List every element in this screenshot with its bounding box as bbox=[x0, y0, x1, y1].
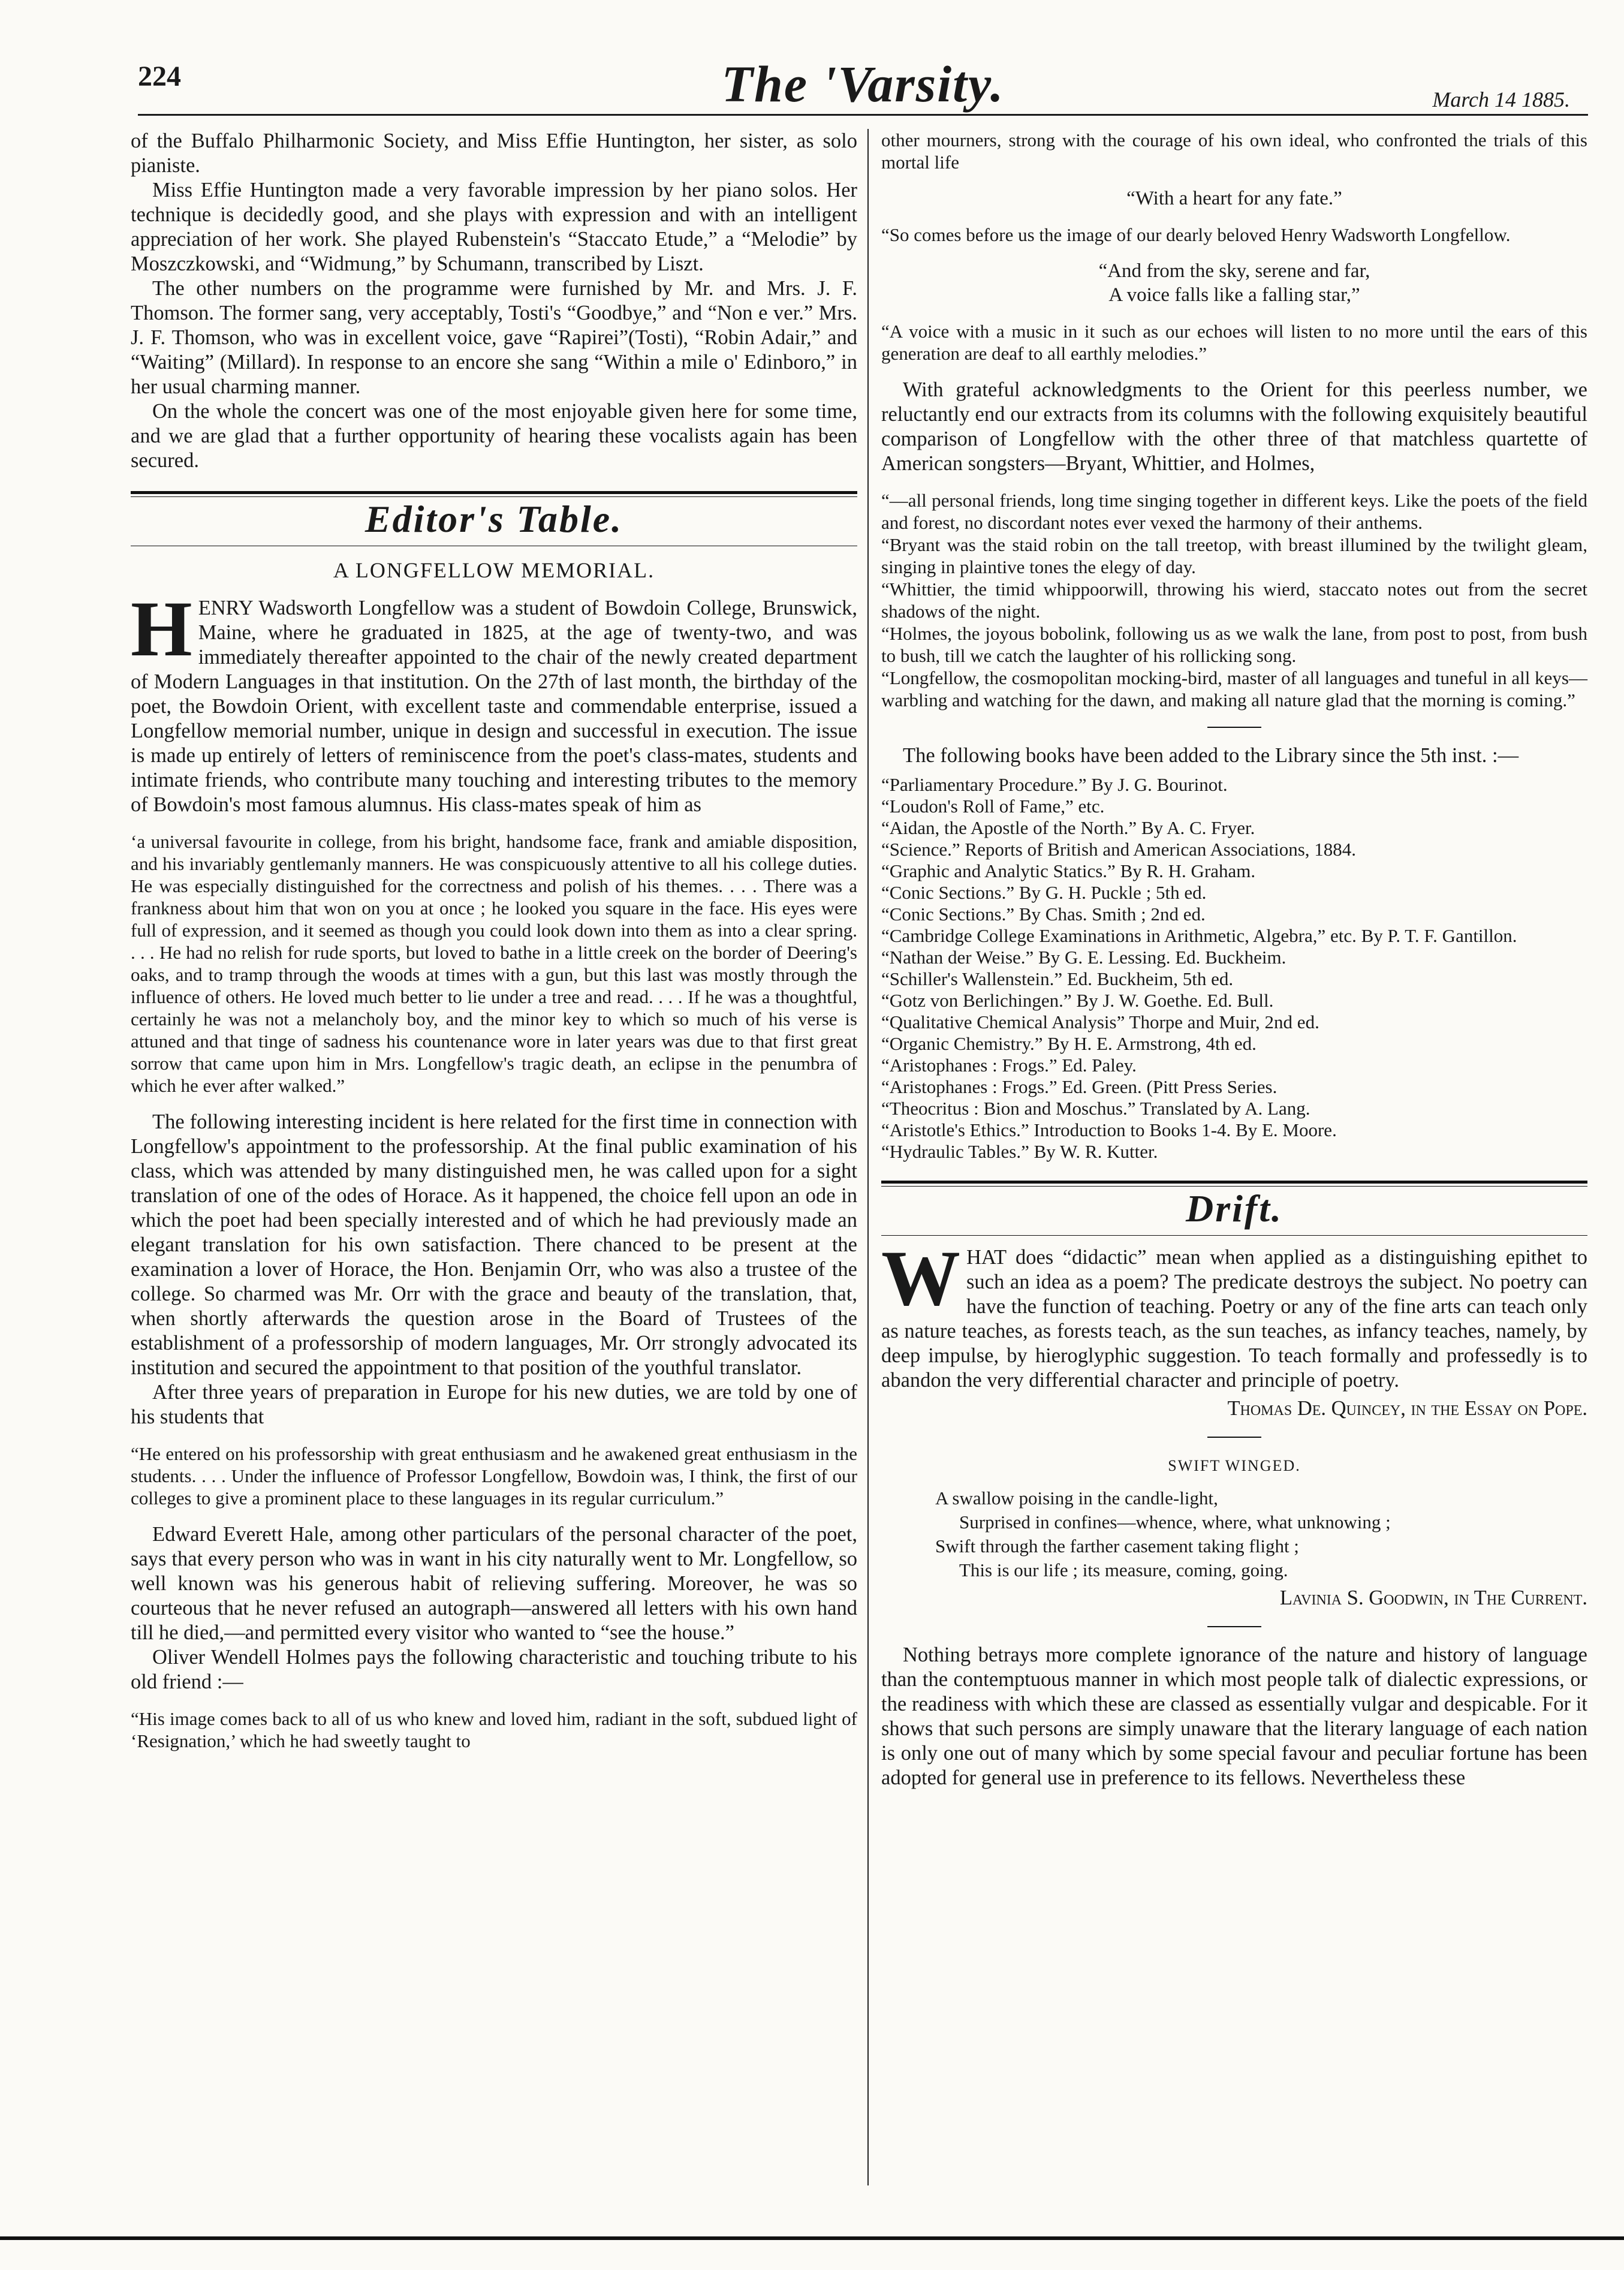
block-quote: other mourners, strong with the courage of his own ideal, who confronted the trials of this mortal life bbox=[881, 130, 1587, 173]
masthead: The 'Varsity. bbox=[721, 55, 1005, 113]
list-item: “Aristotle's Ethics.” Introduction to Books 1-4. By E. Moore. bbox=[881, 1119, 1337, 1140]
footer-rule bbox=[0, 2236, 1624, 2240]
section-rule bbox=[131, 496, 857, 497]
divider bbox=[1207, 1437, 1261, 1438]
section-rule bbox=[881, 1186, 1587, 1187]
list-item: “Qualitative Chemical Analysis” Thorpe and Muir, 2nd ed. bbox=[881, 1011, 1319, 1032]
page-number: 224 bbox=[138, 61, 181, 92]
section-rule bbox=[881, 1181, 1587, 1184]
paragraph: On the whole the concert was one of the most enjoyable given here for some time, and we are glad that a further opportunity of hearing these vocalists again has been secured. bbox=[131, 400, 857, 472]
block-quote: “A voice with a music in it such as our echoes will listen to no more until the ears of this generation are deaf to all earthly melodies.” bbox=[881, 321, 1587, 364]
list-item: “Aristophanes : Frogs.” Ed. Green. (Pitt Press Series. bbox=[881, 1076, 1277, 1097]
book-list bbox=[881, 774, 1587, 1163]
verse-line: “With a heart for any fate.” bbox=[1126, 188, 1342, 209]
right-column bbox=[881, 129, 1587, 1790]
article-title: A LONGFELLOW MEMORIAL. bbox=[333, 558, 655, 582]
drop-cap: H bbox=[131, 585, 192, 673]
drop-cap: W bbox=[881, 1234, 960, 1322]
list-item: “Nathan der Weise.” By G. E. Lessing. Ed. Buckheim. bbox=[881, 947, 1286, 968]
list-item: “Theocritus : Bion and Moschus.” Translated by A. Lang. bbox=[881, 1098, 1310, 1119]
left-column bbox=[131, 129, 857, 1765]
list-item: “Cambridge College Examinations in Arithmetic, Algebra,” etc. By P. T. F. Gantillon. bbox=[881, 925, 1517, 946]
block-quote: ‘a universal favourite in college, from his bright, handsome face, frank and amiable disposition, and his invariably gentlemanly manners. He was conspicuously attentive to all his college duties. He was especially distinguished for the correctness and polish of his themes. . . . There was a frankness about him that won on you at once ; he looked you square in the face. His eyes were full of expression, and it seemed as though you could look down into them as into a clear spring. . . . He had no relish for rude sports, but loved to bathe in a little creek on the border of Deering's oaks, and to tramp through the woods at times with a gun, but this last was mostly through the influence of others. He loved much better to lie under a tree and read. . . . If he was a thoughtful, certainly he was not a melancholy boy, and the minor key to which so much of his verse is attuned and that tinge of sadness his countenance wore in later years was due to that first great sorrow that came upon him in Mrs. Longfellow's tragic death, an eclipse in the penumbra of which he ever after walked.” bbox=[131, 831, 857, 1096]
attribution: Lavinia S. Goodwin, in The Current. bbox=[1279, 1586, 1587, 1609]
poem-line: Surprised in confines—whence, where, what unknowing ; bbox=[959, 1512, 1391, 1533]
paragraph: Nothing betrays more complete ignorance of the nature and history of language than the contemptuous manner in which most people talk of dialectic expressions, or the readiness with which these are classed as essentially vulgar and despicable. For it shows that such persons are simply unaware that the literary language of each nation is only one out of many which by some special favour and peculiar fortune has been adopted for general use in preference to its fellows. Nevertheless these bbox=[881, 1643, 1587, 1789]
list-item: “Organic Chemistry.” By H. E. Armstrong, 4th ed. bbox=[881, 1033, 1257, 1054]
block-quote: “So comes before us the image of our dearly beloved Henry Wadsworth Longfellow. bbox=[881, 224, 1511, 245]
header-rule bbox=[138, 114, 1588, 116]
paragraph: After three years of preparation in Europe for his new duties, we are told by one of his students that bbox=[131, 1381, 857, 1428]
section-title: Editor's Table. bbox=[364, 498, 623, 540]
block-quote: “—all personal friends, long time singing together in different keys. Like the poets of the field and forest, no discordant notes ever vexed the harmony of their anthems. “Bryant was the staid robin on the tall treetop, with breast illumined by the twilight gleam, singing in plaintive tones the elegy of day. “Whittier, the timid whippoorwill, throwing his wierd, staccato notes out from the secret shadows of the night. “Holmes, the joyous bobolink, following us as we walk the lane, from post to post, from bush to bush, till we catch the laughter of his rollicking song. “Longfellow, the cosmopolitan mocking-bird, master of all languages and tuneful in all keys—warbling and watching for the dawn, and making all nature glad that the morning is coming.” bbox=[881, 490, 1587, 710]
list-item: “Graphic and Analytic Statics.” By R. H. Graham. bbox=[881, 860, 1256, 881]
paragraph: HENRY Wadsworth Longfellow was a student of Bowdoin College, Brunswick, Maine, where he graduated in 1825, at the age of twenty-two, and was immediately thereafter appointed to the chair of the newly created department of Modern Languages in that institution. On the 27th of last month, the birthday of the poet, the Bowdoin Orient, with excellent taste and commendable enterprise, issued a Longfellow memorial number, unique in design and successful in execution. The issue is made up entirely of letters of reminiscence from the poet's class-mates, students and intimate friends, who contribute many touching and interesting tributes to the memory of Bowdoin's most famous alumnus. His class-mates speak of him as bbox=[131, 585, 857, 816]
list-item: “Hydraulic Tables.” By W. R. Kutter. bbox=[881, 1141, 1158, 1162]
block-quote: “He entered on his professorship with great enthusiasm and he awakened great enthusiasm in the students. . . . Under the influence of Professor Longfellow, Bowdoin was, I think, the first of our colleges to give a prominent place to these languages in its regular curriculum.” bbox=[131, 1443, 857, 1509]
list-item: “Aidan, the Apostle of the North.” By A. C. Fryer. bbox=[881, 817, 1255, 838]
list-item: “Gotz von Berlichingen.” By J. W. Goethe. Ed. Bull. bbox=[881, 990, 1274, 1011]
paragraph: With grateful acknowledgments to the Orient for this peerless number, we reluctantly end our extracts from its columns with the following exquisitely beautiful comparison of Longfellow with the other three of that matchless quartette of American songsters—Bryant, Whittier, and Holmes, bbox=[881, 378, 1587, 475]
poem-line: Swift through the farther casement taking flight ; bbox=[935, 1536, 1299, 1557]
attribution: Thomas De. Quincey, in the Essay on Pope. bbox=[1227, 1397, 1587, 1420]
poem-title: SWIFT WINGED. bbox=[1168, 1457, 1301, 1474]
divider bbox=[1207, 727, 1261, 728]
divider bbox=[1207, 1626, 1261, 1627]
list-item: “Aristophanes : Frogs.” Ed. Paley. bbox=[881, 1055, 1137, 1076]
verse: “And from the sky, serene and far, A voice falls like a falling star,” bbox=[1098, 260, 1370, 306]
list-item: “Conic Sections.” By Chas. Smith ; 2nd ed. bbox=[881, 904, 1206, 925]
paragraph: The other numbers on the programme were furnished by Mr. and Mrs. J. F. Thomson. The former sang, very acceptably, Tosti's “Goodbye,” and “Non e ver.” Mrs. J. F. Thomson, who was in excellent voice, gave “Rapirei”(Tosti), “Robin Adair,” and “Waiting” (Millard). In response to an encore she sang “Within a mile o' Edinboro,” in her usual charming manner. bbox=[131, 277, 857, 398]
paragraph: of the Buffalo Philharmonic Society, and Miss Effie Huntington, her sister, as solo pianiste. bbox=[131, 130, 857, 177]
paragraph: Oliver Wendell Holmes pays the following characteristic and touching tribute to his old friend :— bbox=[131, 1646, 857, 1693]
list-item: “Science.” Reports of British and American Associations, 1884. bbox=[881, 839, 1357, 860]
issue-date: March 14 1885. bbox=[1432, 88, 1570, 112]
section-rule bbox=[131, 491, 857, 494]
page-header bbox=[138, 54, 1588, 120]
paragraph: Edward Everett Hale, among other particulars of the personal character of the poet, says that every person who was in want in his city naturally went to Mr. Longfellow, so well known was his generous habit of relieving suffering. Moreover, he was so courteous that he never refused an autograph—answered all letters with his own hand till he died,—and permitted every visitor who wanted to “see the house.” bbox=[131, 1523, 857, 1644]
section-rule bbox=[881, 1235, 1587, 1236]
poem bbox=[935, 1486, 1587, 1582]
poem-line: A swallow poising in the candle-light, bbox=[935, 1488, 1218, 1509]
paragraph: Miss Effie Huntington made a very favorable impression by her piano solos. Her technique is decidedly good, and she plays with expression and with an intelligent appreciation of her work. She played Rubenstein's “Staccato Etude,” a “Melodie” by Moszczkowski, and “Widmung,” by Schumann, transcribed by Liszt. bbox=[131, 179, 857, 275]
paragraph: The following books have been added to the Library since the 5th inst. :— bbox=[903, 744, 1519, 767]
list-item: “Parliamentary Procedure.” By J. G. Bourinot. bbox=[881, 774, 1228, 795]
section-title: Drift. bbox=[1186, 1187, 1283, 1230]
paragraph: WHAT does “didactic” mean when applied as a distinguishing epithet to such an idea as a poem? The predicate destroys the subject. No poetry can have the function of teaching. Poetry or any of the fine arts can teach only as nature teaches, as forests teach, as the sun teaches, as infancy teaches, namely, by deep impulse, by hieroglyphic suggestion. To teach formally and professedly is to abandon the very differential character and principle of poetry. bbox=[881, 1234, 1587, 1392]
column-divider bbox=[867, 129, 869, 2185]
list-item: “Schiller's Wallenstein.” Ed. Buckheim, 5th ed. bbox=[881, 968, 1234, 989]
poem-line: This is our life ; its measure, coming, going. bbox=[959, 1560, 1288, 1580]
paragraph: The following interesting incident is here related for the first time in connection with Longfellow's appointment to the professorship. At the final public examination of his class, which was attended by many distinguished men, he was called upon for a sight translation of one of the odes of Horace. As it happened, the choice fell upon an ode in which the poet had been specially interested and of which he had previously made an elegant translation for his own satisfaction. There chanced to be present at the examination a lover of Horace, the Hon. Benjamin Orr, who was also a trustee of the college. So charmed was Mr. Orr with the grace and beauty of the translation, that, when shortly afterwards the question arose in the Board of Trustees of the establishment of a professorship of modern languages, Mr. Orr strongly advocated its institution and secured the appointment to that position of the youthful translator. bbox=[131, 1110, 857, 1379]
block-quote: “His image comes back to all of us who knew and loved him, radiant in the soft, subdued light of ‘Resignation,’ which he had sweetly taught to bbox=[131, 1708, 857, 1751]
list-item: “Conic Sections.” By G. H. Puckle ; 5th ed. bbox=[881, 882, 1207, 903]
list-item: “Loudon's Roll of Fame,” etc. bbox=[881, 796, 1105, 817]
